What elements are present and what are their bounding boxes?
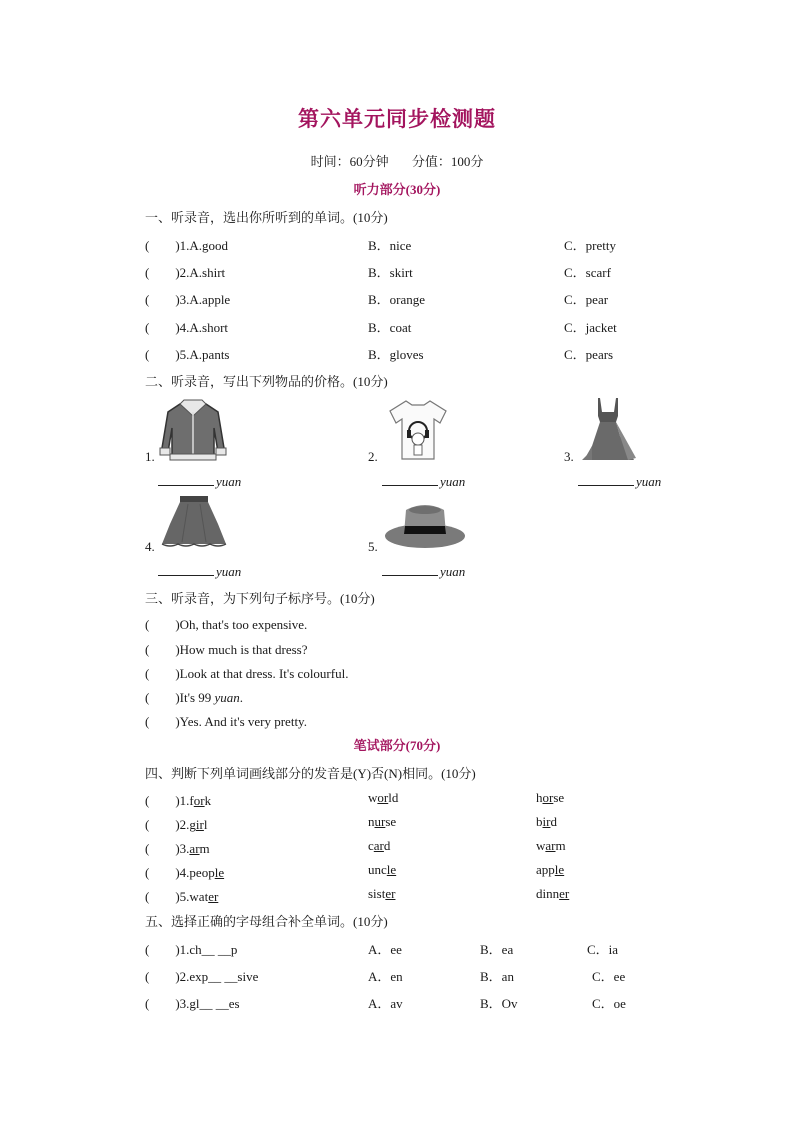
s4-q2-word-1: ( )2.girl	[145, 817, 208, 832]
s1-q5: ( )5.A.pants	[145, 347, 230, 362]
section-5-heading: 五、选择正确的字母组合补全单词。(10分)	[145, 914, 388, 929]
page-title: 第六单元同步检测题	[298, 107, 496, 131]
s4-q2-word-2: nurse	[368, 814, 397, 829]
s4-q3-word-3: warm	[536, 838, 566, 853]
s1-q3-b: B．orange	[368, 292, 426, 307]
section-3-heading: 三、听录音，为下列句子标序号。(10分)	[145, 591, 375, 606]
s1-q5-b: B．gloves	[368, 347, 424, 362]
s5-q1-b: B．ea	[480, 942, 514, 957]
price-blank-2[interactable]: yuan	[382, 473, 465, 490]
s1-q4-b: B．coat	[368, 320, 412, 335]
s5-q2-a: A．en	[368, 969, 403, 984]
s4-q3-word-2: card	[368, 838, 391, 853]
s4-q3-word-1: ( )3.arm	[145, 841, 210, 856]
s1-q1-b: B．nice	[368, 238, 412, 253]
s5-q1-a: A．ee	[368, 942, 402, 957]
s5-q3-c: C．oe	[592, 996, 626, 1011]
s1-q1: ( )1.A.good	[145, 238, 229, 253]
s4-q4-word-2: uncle	[368, 862, 397, 877]
item-3-number: 3.	[564, 449, 574, 464]
section-4-heading: 四、判断下列单词画线部分的发音是(Y)否(N)相同。(10分)	[145, 766, 476, 781]
s5-q3-a: A．av	[368, 996, 403, 1011]
s5-q3-b: B．Ov	[480, 996, 518, 1011]
s1-q3-c: C．pear	[564, 292, 609, 307]
price-blank-4[interactable]: yuan	[158, 563, 241, 580]
s3-row-1: ( )Oh, that's too expensive.	[145, 617, 308, 632]
item-1-number: 1.	[145, 449, 155, 464]
s3-row-3: ( )Look at that dress. It's colourful.	[145, 666, 349, 681]
s3-row-2: ( )How much is that dress?	[145, 642, 308, 657]
s1-q3: ( )3.A.apple	[145, 292, 231, 307]
s1-q5-c: C．pears	[564, 347, 614, 362]
s5-q3: ( )3.gl__ __es	[145, 996, 240, 1011]
total-score: 分值：100分	[411, 154, 484, 169]
s1-q2-b: B．skirt	[368, 265, 413, 280]
s4-q1-word-3: horse	[536, 790, 565, 805]
s5-q1-c: C．ia	[587, 942, 619, 957]
s3-row-4: ( )It's 99 yuan.	[145, 690, 244, 705]
skirt-icon	[160, 494, 228, 550]
s4-q5-word-1: ( )5.water	[145, 889, 219, 904]
item-4-number: 4.	[145, 539, 155, 554]
section-2-heading: 二、听录音，写出下列物品的价格。(10分)	[145, 374, 388, 389]
item-2-number: 2.	[368, 449, 378, 464]
s4-q4-word-3: apple	[536, 862, 565, 877]
s1-q4-c: C．jacket	[564, 320, 617, 335]
price-blank-1[interactable]: yuan	[158, 473, 241, 490]
price-blank-5[interactable]: yuan	[382, 563, 465, 580]
s1-q4: ( )4.A.short	[145, 320, 229, 335]
item-5-number: 5.	[368, 539, 378, 554]
s4-q4-word-1: ( )4.people	[145, 865, 225, 880]
section-1-heading: 一、听录音，选出你所听到的单词。(10分)	[145, 210, 388, 225]
price-blank-3[interactable]: yuan	[578, 473, 661, 490]
s3-row-5: ( )Yes. And it's very pretty.	[145, 714, 307, 729]
hat-icon	[382, 496, 468, 552]
time-limit: 时间：60分钟	[310, 154, 389, 169]
s1-q1-c: C．pretty	[564, 238, 616, 253]
s4-q5-word-3: dinner	[536, 886, 570, 901]
s4-q5-word-2: sister	[368, 886, 396, 901]
s5-q2: ( )2.exp__ __sive	[145, 969, 259, 984]
jacket-icon	[158, 398, 228, 464]
s5-q2-c: C．ee	[592, 969, 626, 984]
s4-q1-word-2: world	[368, 790, 399, 805]
writing-part-heading: 笔试部分(70分)	[353, 738, 441, 753]
listening-part-heading: 听力部分(30分)	[353, 182, 441, 197]
s5-q1: ( )1.ch__ __p	[145, 942, 238, 957]
s5-q2-b: B．an	[480, 969, 514, 984]
dress-icon	[578, 396, 638, 464]
exam-meta	[0, 151, 794, 170]
s4-q1-word-1: ( )1.fork	[145, 793, 212, 808]
s4-q2-word-3: bird	[536, 814, 557, 829]
s1-q2: ( )2.A.shirt	[145, 265, 226, 280]
t-shirt-icon	[388, 397, 448, 463]
s1-q2-c: C．scarf	[564, 265, 611, 280]
